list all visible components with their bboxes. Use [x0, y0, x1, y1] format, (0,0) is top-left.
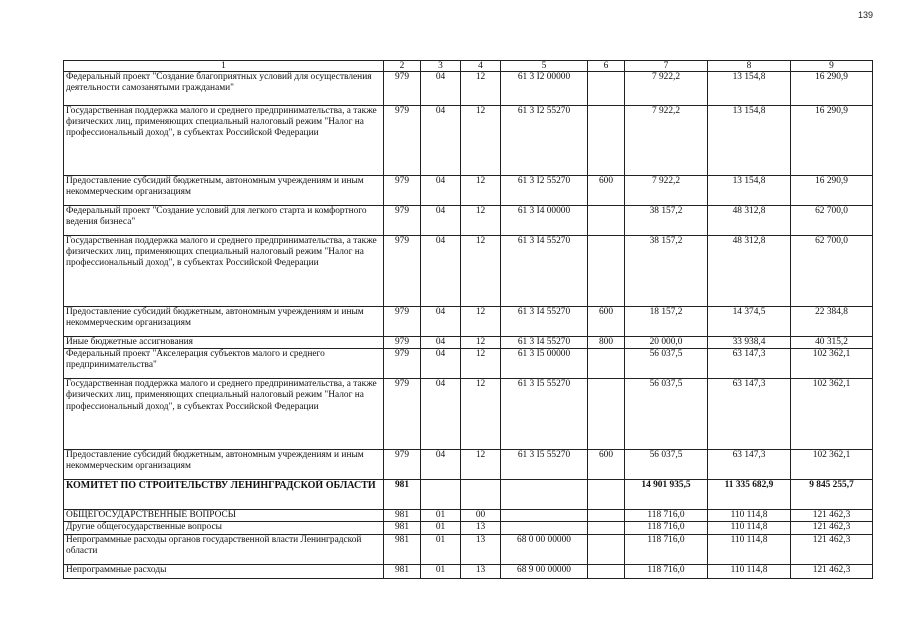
target-article-cell	[501, 522, 588, 534]
amount-col8-cell: 63 147,3	[708, 450, 791, 480]
amount-col8-cell: 11 335 682,9	[708, 480, 791, 510]
expense-type-cell: 800	[588, 337, 625, 349]
row-name-cell: Государственная поддержка малого и среднего предпринимательства, а также физических лиц, применяющих специальный налоговый режим "Налог на профессиональный доход", в субъектах Российской Федерации	[64, 379, 384, 450]
subsection-code-cell: 12	[461, 337, 501, 349]
header-row	[64, 61, 873, 72]
amount-col8-cell: 110 114,8	[708, 564, 791, 578]
target-article-cell: 61 3 I5 55270	[501, 379, 588, 450]
grbs-code-cell: 979	[384, 106, 421, 176]
expense-type-cell	[588, 522, 625, 534]
amount-col8-cell: 33 938,4	[708, 337, 791, 349]
expense-type-cell	[588, 106, 625, 176]
amount-col7-cell: 7 922,2	[625, 72, 708, 106]
grbs-code-cell: 979	[384, 236, 421, 307]
row-name-cell: Государственная поддержка малого и среднего предпринимательства, а также физических лиц, применяющих специальный налоговый режим "Налог на профессиональный доход", в субъектах Российской Федерации	[64, 236, 384, 307]
amount-col7-cell: 18 157,2	[625, 307, 708, 337]
expense-type-cell	[588, 236, 625, 307]
amount-col9-cell: 121 462,3	[791, 510, 873, 522]
amount-col8-cell: 13 154,8	[708, 106, 791, 176]
row-name-cell: ОБЩЕГОСУДАРСТВЕННЫЕ ВОПРОСЫ	[64, 510, 384, 522]
target-article-cell: 61 3 I5 00000	[501, 349, 588, 379]
table-row	[64, 307, 873, 337]
subsection-code-cell: 12	[461, 176, 501, 206]
subsection-code-cell	[461, 480, 501, 510]
expense-type-cell	[588, 72, 625, 106]
amount-col9-cell: 102 362,1	[791, 349, 873, 379]
target-article-cell: 61 3 I4 55270	[501, 307, 588, 337]
amount-col8-cell: 110 114,8	[708, 522, 791, 534]
subsection-code-cell: 13	[461, 534, 501, 564]
subsection-code-cell: 12	[461, 236, 501, 307]
target-article-cell: 61 3 I2 55270	[501, 106, 588, 176]
subsection-code-cell: 12	[461, 450, 501, 480]
grbs-code-cell: 981	[384, 480, 421, 510]
grbs-code-cell: 979	[384, 206, 421, 236]
section-code-cell	[421, 480, 461, 510]
expense-type-cell	[588, 534, 625, 564]
row-name-cell: Государственная поддержка малого и среднего предпринимательства, а также физических лиц, применяющих специальный налоговый режим "Налог на профессиональный доход", в субъектах Российской Федерации	[64, 106, 384, 176]
amount-col9-cell: 121 462,3	[791, 564, 873, 578]
target-article-cell: 61 3 I4 55270	[501, 337, 588, 349]
header-cell: 4	[461, 61, 501, 72]
expense-type-cell	[588, 510, 625, 522]
table-row	[64, 236, 873, 307]
amount-col9-cell: 121 462,3	[791, 522, 873, 534]
grbs-code-cell: 979	[384, 379, 421, 450]
amount-col9-cell: 62 700,0	[791, 236, 873, 307]
section-code-cell: 04	[421, 337, 461, 349]
amount-col9-cell: 16 290,9	[791, 176, 873, 206]
amount-col8-cell: 14 374,5	[708, 307, 791, 337]
section-code-cell: 04	[421, 307, 461, 337]
table-row	[64, 522, 873, 534]
expense-type-cell: 600	[588, 176, 625, 206]
amount-col8-cell: 63 147,3	[708, 349, 791, 379]
subsection-code-cell: 12	[461, 379, 501, 450]
amount-col7-cell: 20 000,0	[625, 337, 708, 349]
amount-col7-cell: 118 716,0	[625, 522, 708, 534]
target-article-cell: 68 0 00 00000	[501, 534, 588, 564]
target-article-cell: 61 3 I4 00000	[501, 206, 588, 236]
table-row	[64, 106, 873, 176]
page-number: 139	[858, 10, 874, 20]
amount-col9-cell: 62 700,0	[791, 206, 873, 236]
section-code-cell: 04	[421, 176, 461, 206]
section-code-cell: 04	[421, 206, 461, 236]
amount-col7-cell: 56 037,5	[625, 450, 708, 480]
section-code-cell: 04	[421, 349, 461, 379]
row-name-cell: Предоставление субсидий бюджетным, автономным учреждениям и иным некоммерческим организациям	[64, 450, 384, 480]
subsection-code-cell: 13	[461, 564, 501, 578]
table-row	[64, 480, 873, 510]
amount-col8-cell: 48 312,8	[708, 236, 791, 307]
amount-col7-cell: 14 901 935,5	[625, 480, 708, 510]
amount-col8-cell: 110 114,8	[708, 510, 791, 522]
expense-type-cell	[588, 480, 625, 510]
row-name-cell: Предоставление субсидий бюджетным, автономным учреждениям и иным некоммерческим организациям	[64, 307, 384, 337]
expense-type-cell: 600	[588, 450, 625, 480]
amount-col7-cell: 7 922,2	[625, 176, 708, 206]
table-row	[64, 510, 873, 522]
table-row	[64, 564, 873, 578]
subsection-code-cell: 12	[461, 106, 501, 176]
table-row	[64, 337, 873, 349]
amount-col9-cell: 40 315,2	[791, 337, 873, 349]
amount-col8-cell: 13 154,8	[708, 72, 791, 106]
row-name-cell: КОМИТЕТ ПО СТРОИТЕЛЬСТВУ ЛЕНИНГРАДСКОЙ ОБЛАСТИ	[64, 480, 384, 510]
amount-col9-cell: 16 290,9	[791, 72, 873, 106]
subsection-code-cell: 12	[461, 307, 501, 337]
amount-col7-cell: 118 716,0	[625, 510, 708, 522]
budget-table	[63, 60, 873, 579]
table-row	[64, 72, 873, 106]
section-code-cell: 01	[421, 534, 461, 564]
amount-col7-cell: 38 157,2	[625, 236, 708, 307]
amount-col8-cell: 13 154,8	[708, 176, 791, 206]
section-code-cell: 04	[421, 379, 461, 450]
row-name-cell: Предоставление субсидий бюджетным, автономным учреждениям и иным некоммерческим организациям	[64, 176, 384, 206]
row-name-cell: Непрограммные расходы органов государственной власти Ленинградской области	[64, 534, 384, 564]
grbs-code-cell: 981	[384, 534, 421, 564]
section-code-cell: 04	[421, 236, 461, 307]
section-code-cell: 04	[421, 106, 461, 176]
amount-col7-cell: 118 716,0	[625, 564, 708, 578]
amount-col9-cell: 9 845 255,7	[791, 480, 873, 510]
table-row	[64, 379, 873, 450]
expense-type-cell	[588, 379, 625, 450]
section-code-cell: 04	[421, 72, 461, 106]
expense-type-cell: 600	[588, 307, 625, 337]
section-code-cell: 01	[421, 564, 461, 578]
grbs-code-cell: 981	[384, 522, 421, 534]
amount-col9-cell: 102 362,1	[791, 450, 873, 480]
header-cell: 3	[421, 61, 461, 72]
table-row	[64, 349, 873, 379]
grbs-code-cell: 979	[384, 307, 421, 337]
header-cell: 5	[501, 61, 588, 72]
target-article-cell: 61 3 I4 55270	[501, 236, 588, 307]
amount-col7-cell: 118 716,0	[625, 534, 708, 564]
table-row	[64, 450, 873, 480]
amount-col9-cell: 102 362,1	[791, 379, 873, 450]
target-article-cell: 61 3 I2 55270	[501, 176, 588, 206]
subsection-code-cell: 00	[461, 510, 501, 522]
amount-col7-cell: 7 922,2	[625, 106, 708, 176]
target-article-cell	[501, 480, 588, 510]
expense-type-cell	[588, 349, 625, 379]
target-article-cell: 61 3 I5 55270	[501, 450, 588, 480]
subsection-code-cell: 13	[461, 522, 501, 534]
header-cell: 8	[708, 61, 791, 72]
row-name-cell: Другие общегосударственные вопросы	[64, 522, 384, 534]
table-row	[64, 176, 873, 206]
grbs-code-cell: 981	[384, 564, 421, 578]
amount-col9-cell: 121 462,3	[791, 534, 873, 564]
section-code-cell: 04	[421, 450, 461, 480]
amount-col7-cell: 38 157,2	[625, 206, 708, 236]
amount-col7-cell: 56 037,5	[625, 379, 708, 450]
section-code-cell: 01	[421, 522, 461, 534]
row-name-cell: Федеральный проект "Создание благоприятных условий для осуществления деятельности самозанятыми гражданами"	[64, 72, 384, 106]
header-cell: 6	[588, 61, 625, 72]
amount-col8-cell: 63 147,3	[708, 379, 791, 450]
row-name-cell: Иные бюджетные ассигнования	[64, 337, 384, 349]
amount-col9-cell: 16 290,9	[791, 106, 873, 176]
grbs-code-cell: 981	[384, 510, 421, 522]
amount-col7-cell: 56 037,5	[625, 349, 708, 379]
target-article-cell: 61 3 I2 00000	[501, 72, 588, 106]
row-name-cell: Федеральный проект "Создание условий для легкого старта и комфортного ведения бизнеса"	[64, 206, 384, 236]
row-name-cell: Федеральный проект "Акселерация субъектов малого и среднего предпринимательства"	[64, 349, 384, 379]
amount-col8-cell: 110 114,8	[708, 534, 791, 564]
grbs-code-cell: 979	[384, 450, 421, 480]
header-cell: 1	[64, 61, 384, 72]
grbs-code-cell: 979	[384, 72, 421, 106]
header-cell: 2	[384, 61, 421, 72]
target-article-cell: 68 9 00 00000	[501, 564, 588, 578]
grbs-code-cell: 979	[384, 176, 421, 206]
amount-col9-cell: 22 384,8	[791, 307, 873, 337]
expense-type-cell	[588, 564, 625, 578]
grbs-code-cell: 979	[384, 337, 421, 349]
section-code-cell: 01	[421, 510, 461, 522]
header-cell: 9	[791, 61, 873, 72]
subsection-code-cell: 12	[461, 206, 501, 236]
grbs-code-cell: 979	[384, 349, 421, 379]
subsection-code-cell: 12	[461, 72, 501, 106]
row-name-cell: Непрограммные расходы	[64, 564, 384, 578]
subsection-code-cell: 12	[461, 349, 501, 379]
target-article-cell	[501, 510, 588, 522]
expense-type-cell	[588, 206, 625, 236]
amount-col8-cell: 48 312,8	[708, 206, 791, 236]
header-cell: 7	[625, 61, 708, 72]
table-row	[64, 206, 873, 236]
table-row	[64, 534, 873, 564]
